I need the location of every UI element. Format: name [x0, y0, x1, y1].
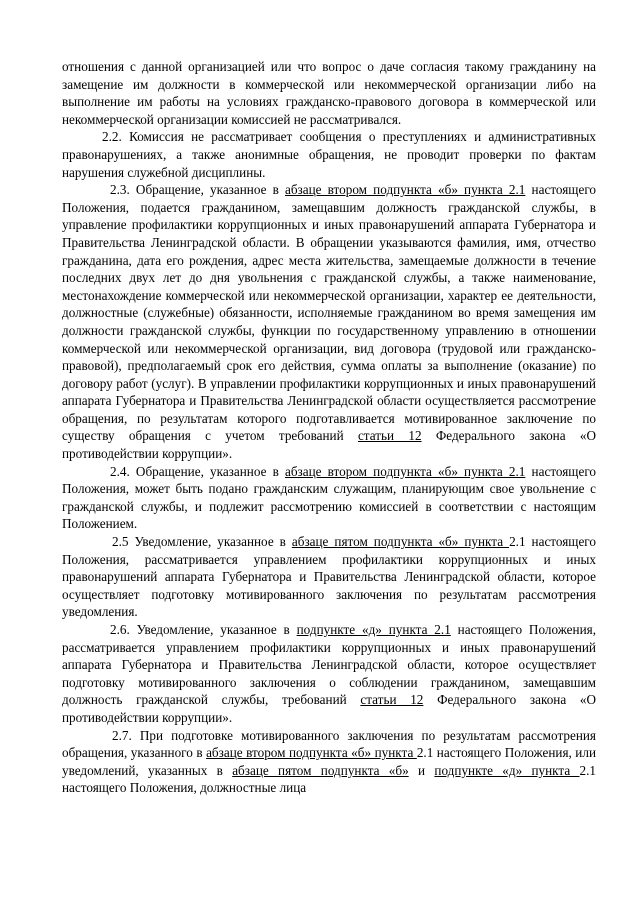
link-abzac-vtoroy-2-1[interactable]: абзаце втором подпункта «б» пункта 2.1: [284, 463, 526, 479]
paragraph-text: настоящего Положения, подается гражданином, замещавшим должность гражданской службы, в управление профилактики коррупционных и иных правонарушений аппарата Губернатора и Правительства Ленинградской области. В обращении указываются фамилия, имя, отчество гражданина, дата его рождения, адрес места жительства, замещаемые должности в течение последних двух лет до дня увольнения с гражданской службы, а также наименование, местонахождение коммерческой или некоммерческой организации, характер ее деятельности, должностные (служебные) обязанности, исполняемые гражданином во время замещения им должности гражданской службы, функции по государственному управлению в отношении коммерческой или некоммерческой организации, вид договора (трудовой или гражданско-правовой), предполагаемый срок его действия, сумма оплаты за выполнение (оказание) по договору работ (услуг). В управлении профилактики коррупционных и иных правонарушений аппарата Губернатора и Правительства Ленинградской области осуществляется рассмотрение обращения, по результатам которого подготавливается мотивированное заключение по существу обращения с учетом требований: [62, 182, 596, 444]
paragraph-text: настоящего Положения, может быть подано гражданским служащим, планирующим свое увольнение с гражданской службы, и подлежит рассмотрению комиссией в соответствии с настоящим Положением.: [62, 463, 596, 532]
link-abzac-vtoroy-2-1[interactable]: абзаце втором подпункта «б» пункта 2.1: [284, 182, 526, 198]
paragraph-2-4: [62, 463, 596, 533]
link-podpunkt-d-2-1[interactable]: подпункте «д» пункта 2.1: [296, 622, 451, 637]
paragraph-text: 2.7. При подготовке мотивированного заключения по результатам рассмотрения обращения, указанного в: [62, 727, 596, 761]
paragraph-text: и: [408, 762, 435, 778]
paragraph-text: 2.3. Обращение, указанное в: [110, 182, 285, 198]
paragraph-text: 2.1 настоящего Положения, или уведомлений, указанных в: [62, 745, 597, 778]
link-statya-12[interactable]: статьи 12: [357, 428, 422, 444]
paragraph-text: Федерального закона «О противодействии коррупции».: [62, 428, 596, 462]
paragraph-2-3: [62, 181, 596, 463]
paragraph-text: 2.4. Обращение, указанное в: [110, 463, 285, 479]
link-abzac-pyatyi-2-1[interactable]: абзаце пятом подпункта «б» пункта: [291, 534, 510, 550]
paragraph-text: Федерального закона «О противодействии коррупции».: [62, 692, 596, 725]
paragraph-text: 2.2. Комиссия не рассматривает сообщения о преступлениях и административных правонарушениях, а также анонимные обращения, не проводит проверки по фактам нарушения служебной дисциплины.: [62, 129, 596, 180]
paragraph-2-6: [62, 621, 596, 727]
paragraph-continuation: [62, 58, 596, 128]
document-page: [62, 58, 596, 797]
paragraph-text: 2.1 настоящего Положения, должностные лица: [62, 762, 596, 796]
paragraph-2-2: [62, 128, 596, 181]
link-statya-12[interactable]: статьи 12: [360, 692, 424, 708]
link-podpunkt-d-2-1[interactable]: подпункте «д» пункта: [434, 762, 580, 778]
paragraph-2-5: [62, 533, 596, 621]
link-abzac-vtoroy-2-1[interactable]: абзаце втором подпункта «б» пункта: [206, 745, 417, 761]
paragraph-text: отношения с данной организацией или что вопрос о даче согласия такому гражданину на замещение им должности в коммерческой или некоммерческой организации либо на выполнение им работы на условиях гражданско-правового договора в коммерческой или некоммерческой организации комиссией не рассматривался.: [62, 59, 596, 127]
paragraph-text: 2.1 настоящего Положения, рассматривается управлением профилактики коррупционных и иных правонарушений аппарата Губернатора и Правительства Ленинградской области, которое осуществляет подготовку мотивированного заключения по результатам рассмотрения уведомления.: [62, 534, 596, 620]
link-abzac-pyatyi[interactable]: абзаце пятом подпункта «б»: [232, 762, 409, 778]
paragraph-text: настоящего Положения, рассматривается управлением профилактики коррупционных и иных правонарушений аппарата Губернатора и Правительства Ленинградской области, которое осуществляет подготовку мотивированного заключения о соблюдении гражданином, замещавшим должность гражданской службы, требований: [62, 622, 596, 708]
paragraph-text: 2.5 Уведомление, указанное в: [112, 534, 292, 550]
paragraph-2-7: [62, 727, 596, 797]
paragraph-text: 2.6. Уведомление, указанное в: [110, 622, 297, 637]
